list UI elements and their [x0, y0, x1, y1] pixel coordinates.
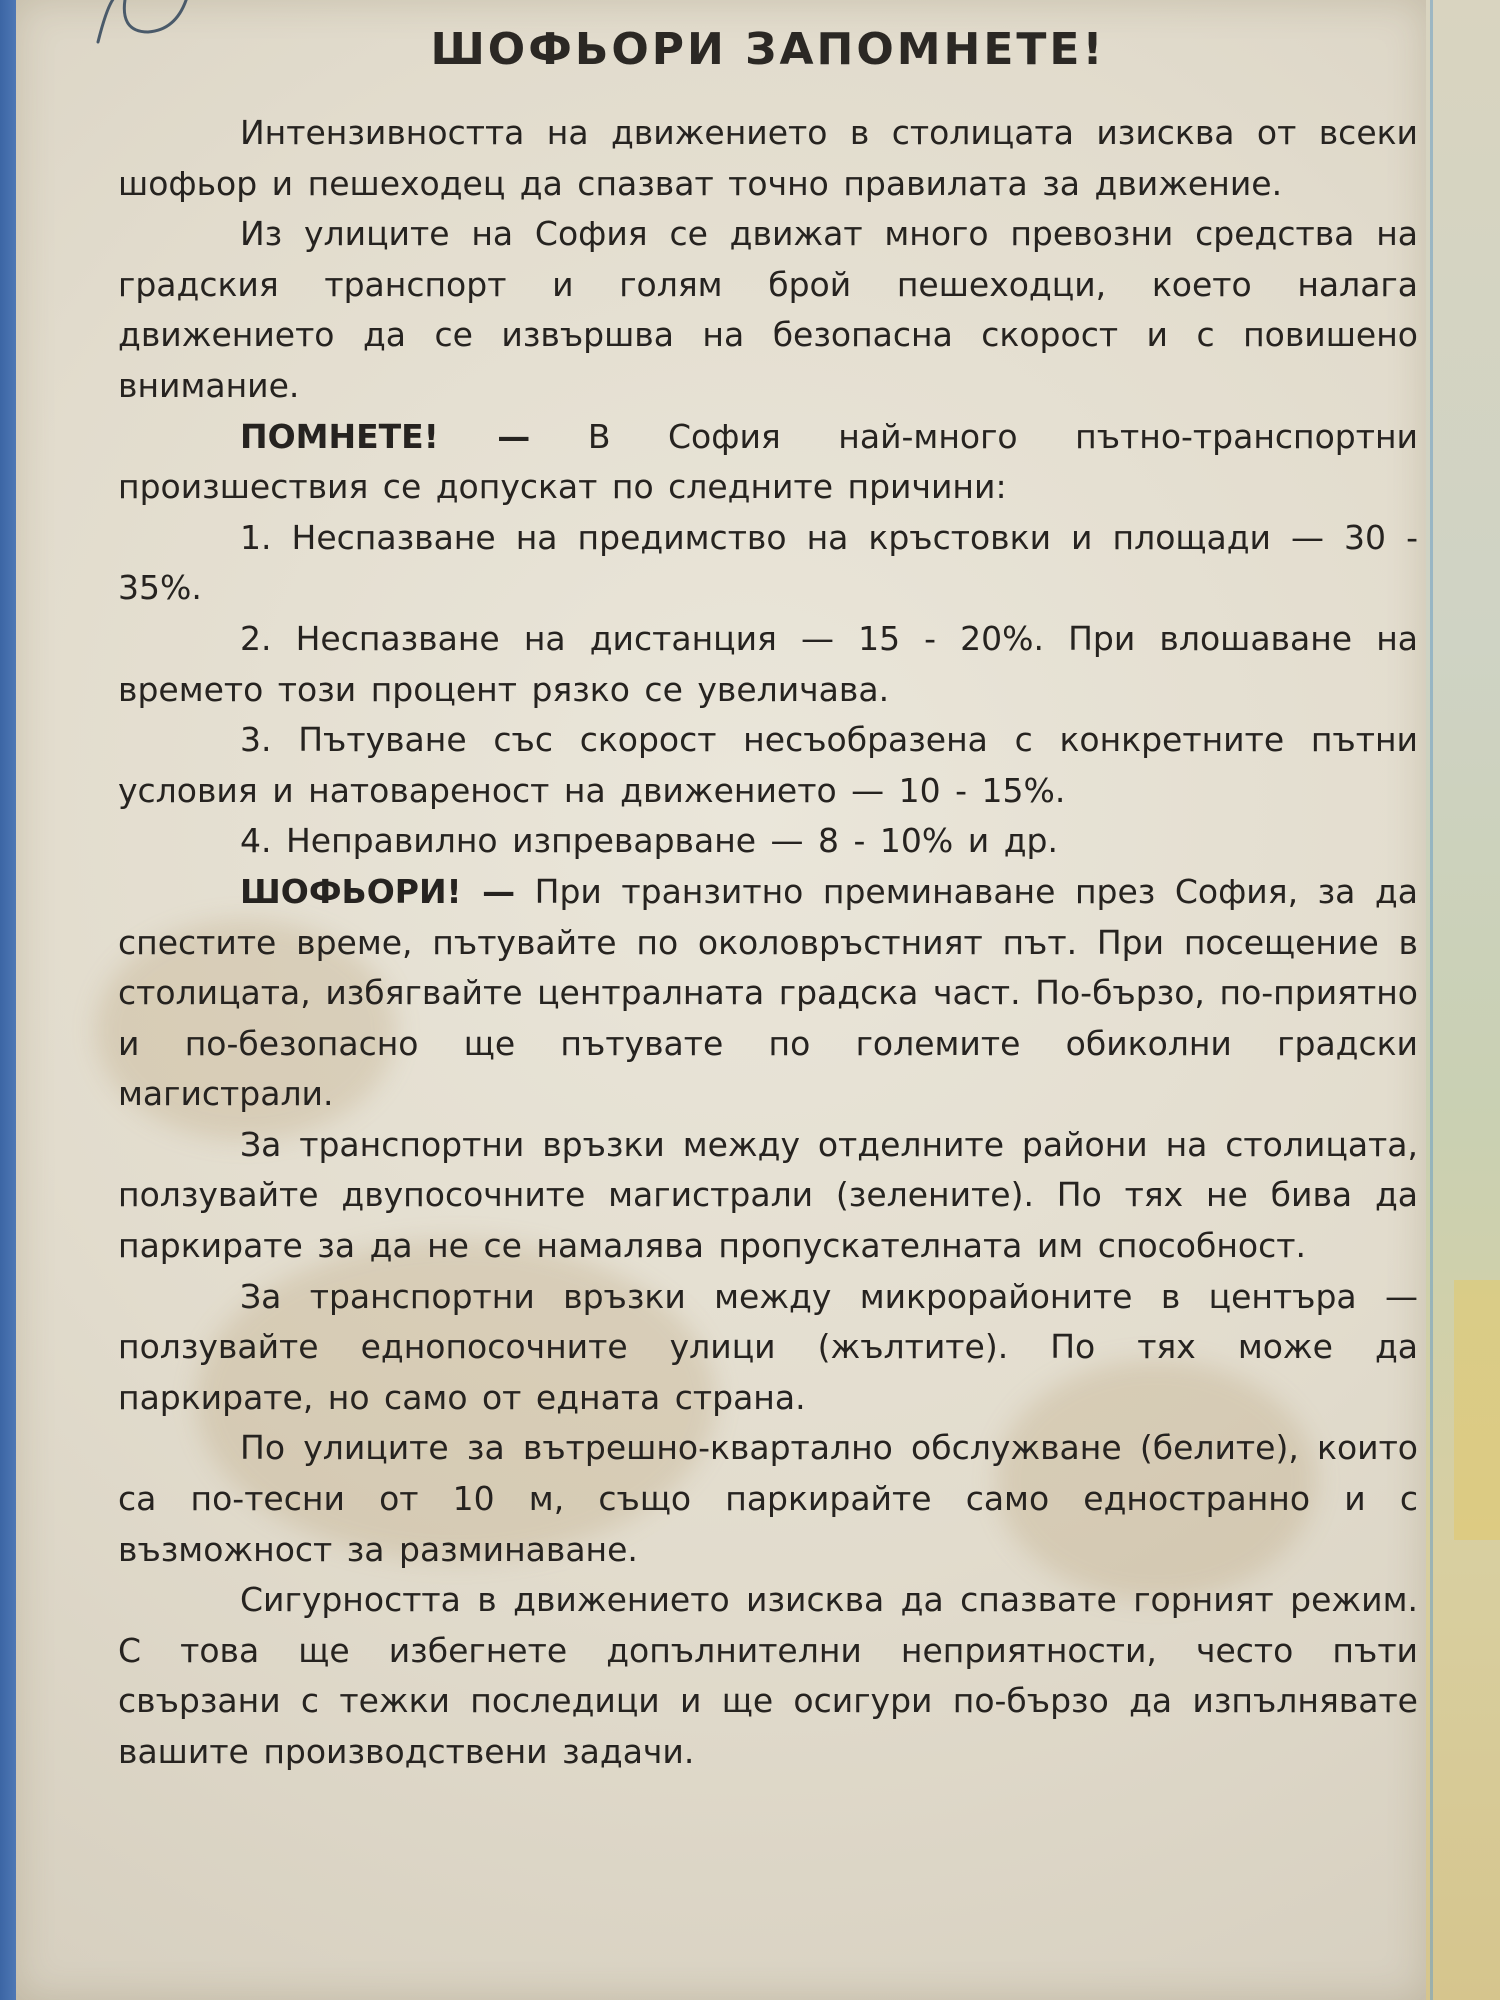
paragraph — [118, 1272, 1418, 1424]
paragraph-text: 1. Неспазване на предимство на кръстовки и площади — 30 - 35%. — [118, 517, 1418, 608]
paragraph-text: При транзитно преминаване през София, за да спестите време, пътувайте по околовръстният път. При посещение в столицата, избягвайте централната градска част. По-бързо, по-приятно и по-безопасно ще пътувате по големите обиколни градски магистрали. — [118, 871, 1418, 1114]
list-item — [118, 513, 1418, 614]
paragraph — [118, 412, 1418, 513]
paragraph — [118, 108, 1418, 209]
document-body — [118, 14, 1418, 1778]
blue-map-edge-left — [0, 0, 16, 2000]
paper-sheet — [16, 0, 1426, 2000]
paragraph — [118, 1120, 1418, 1272]
list-item — [118, 816, 1418, 867]
paragraph-lead: ПОМНЕТЕ! — — [240, 416, 531, 456]
paragraph-text: За транспортни връзки между отделните райони на столицата, ползувайте двупосочните магистрали (зелените). По тях не бива да паркирате за да не се намалява пропускателната им способност. — [118, 1124, 1418, 1266]
paragraph-text: Из улиците на София се движат много превозни средства на градския транспорт и голям брой пешеходци, което налага движението да се извършва на безопасна скорост и с повишено внимание. — [118, 214, 1418, 405]
paragraph-text: В София най-много пътно-транспортни произшествия се допускат по следните причини: — [118, 416, 1419, 507]
paragraph — [118, 209, 1418, 411]
paragraph-lead: ШОФЬОРИ! — — [240, 871, 516, 911]
paragraph-text: Интензивността на движението в столицата изисква от всеки шофьор и пешеходец да спазват точно правилата за движение. — [118, 113, 1418, 203]
paragraph-text: По улиците за вътрешно-квартално обслужване (белите), които са по-тесни от 10 м, също паркирайте само едностранно и с възможност за разминаване. — [118, 1428, 1418, 1569]
paragraph — [118, 1575, 1418, 1777]
list-item — [118, 715, 1418, 816]
paragraph-text: Сигурността в движението изисква да спазвате горният режим. С това ще избегнете допълнителни неприятности, често пъти свързани с тежки последици и ще осигури по-бързо да изпълнявате вашите производствени задачи. — [118, 1580, 1418, 1771]
document-title: ШОФЬОРИ ЗАПОМНЕТЕ! — [430, 24, 1106, 75]
paragraph-text: 2. Неспазване на дистанция — 15 - 20%. При влошаване на времето този процент рязко се увеличава. — [118, 618, 1418, 709]
paragraph — [118, 867, 1418, 1120]
paragraph-text: 3. Пътуване със скорост несъобразена с конкретните пътни условия и натовареност на движението — 10 - 15%. — [118, 720, 1418, 810]
list-item — [118, 614, 1418, 715]
paragraph-text: За транспортни връзки между микрорайоните в центъра — ползувайте еднопосочните улици (жълтите). По тях може да паркирате, но само от едната страна. — [118, 1276, 1418, 1417]
paragraph — [118, 1423, 1418, 1575]
paragraph-text: 4. Неправилно изпреварване — 8 - 10% и др. — [240, 821, 1058, 861]
